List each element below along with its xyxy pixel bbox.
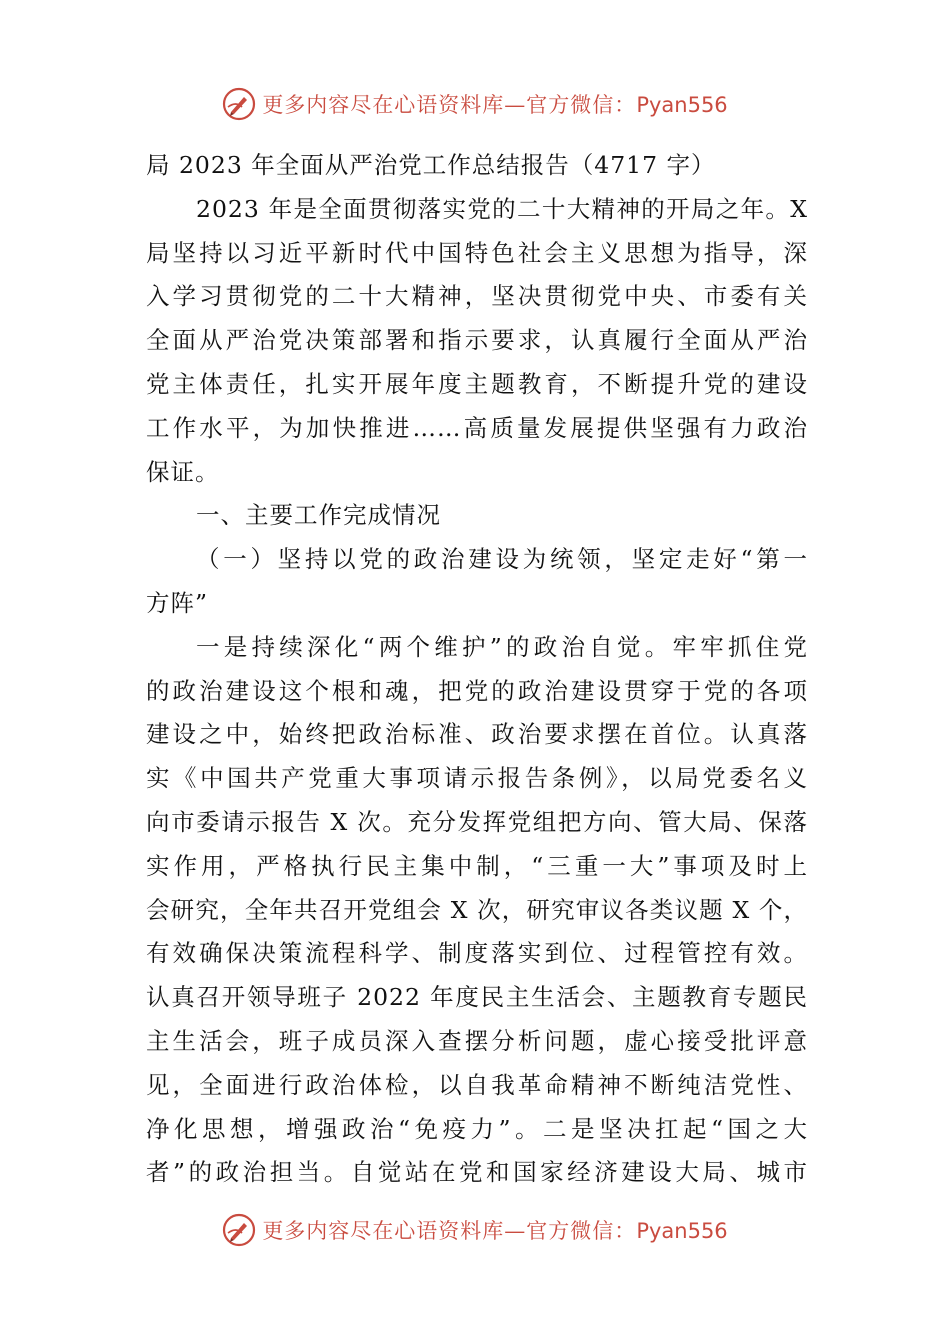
pen-logo-icon [222,87,256,121]
text-line: 一、主要工作完成情况 [196,501,441,530]
text-line: 2023 年是全面贯彻落实党的二十大精神的开局之年。X [196,194,808,223]
document-title: 局 2023 年全面从严治党工作总结报告（4717 字） [146,151,716,179]
text-line: 实《中国共产党重大事项请示报告条例》，以局党委名义 [146,764,808,793]
text-line: 局坚持以习近平新时代中国特色社会主义思想为指导，深 [146,238,808,267]
text-line: 实作用，严格执行民主集中制，“三重一大”事项及时上 [146,851,808,880]
watermark-wechat-id: Pyan556 [636,1219,728,1243]
text-line: 会研究，全年共召开党组会 X 次，研究审议各类议题 X 个， [146,895,808,924]
text-line: 者”的政治担当。自觉站在党和国家经济建设大局、城市 [146,1158,808,1187]
text-line: 党主体责任，扎实开展年度主题教育，不断提升党的建设 [146,369,808,398]
watermark-label: 更多内容尽在心语资料库—官方微信： [262,1219,637,1243]
text-line: （一）坚持以党的政治建设为统领，坚定走好“第一 [196,545,808,574]
text-line: 方阵” [146,588,209,617]
pen-logo-icon [222,1213,256,1247]
text-line: 建设之中，始终把政治标准、政治要求摆在首位。认真落 [146,720,808,749]
watermark-text [262,1215,727,1245]
watermark-header [0,84,950,124]
watermark-label: 更多内容尽在心语资料库—官方微信： [262,93,637,117]
text-line: 保证。 [146,457,220,486]
text-line: 有效确保决策流程科学、制度落实到位、过程管控有效。 [146,939,808,968]
text-line: 主生活会，班子成员深入查摆分析问题，虚心接受批评意 [146,1026,808,1055]
watermark-text [262,89,727,119]
document-paragraphs [146,188,808,1195]
watermark-footer [0,1210,950,1250]
text-line: 入学习贯彻党的二十大精神，坚决贯彻党中央、市委有关 [146,282,808,311]
text-line: 工作水平，为加快推进……高质量发展提供坚强有力政治 [146,413,808,442]
watermark-wechat-id: Pyan556 [636,93,728,117]
text-line: 向市委请示报告 X 次。充分发挥党组把方向、管大局、保落 [146,807,808,836]
text-line: 的政治建设这个根和魂，把党的政治建设贯穿于党的各项 [146,676,808,705]
text-line: 认真召开领导班子 2022 年度民主生活会、主题教育专题民 [146,983,808,1012]
text-line: 一是持续深化“两个维护”的政治自觉。牢牢抓住党 [196,632,808,661]
document-body [146,144,808,1195]
text-line: 净化思想，增强政治“免疫力”。二是坚决扛起“国之大 [146,1114,808,1143]
text-line: 见，全面进行政治体检，以自我革命精神不断纯洁党性、 [146,1070,808,1099]
text-line: 全面从严治党决策部署和指示要求，认真履行全面从严治 [146,326,808,355]
